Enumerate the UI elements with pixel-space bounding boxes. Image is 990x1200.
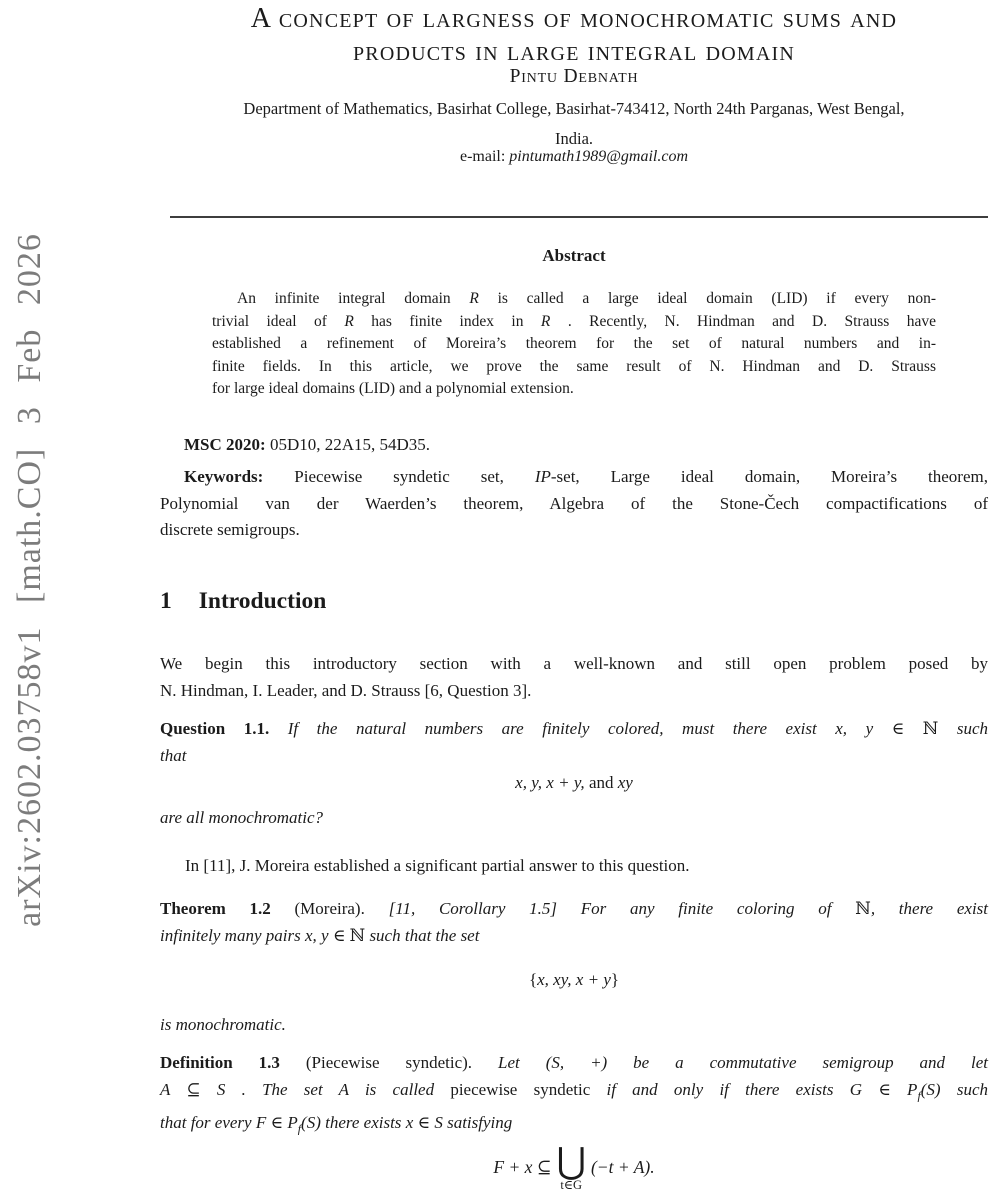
arxiv-watermark: arXiv:2602.03758v1 [math.CO] 3 Feb 2026 — [11, 233, 48, 927]
text-line: is monochromatic. — [160, 1015, 286, 1034]
question-1-1-footer — [160, 804, 988, 831]
intro-paragraph — [160, 650, 988, 704]
text-line: Question 1.1. If the natural numbers are finitely colored, must there exist x, y ∈ ℕ such — [160, 719, 989, 738]
text-line: Definition 1.3 (Piecewise syndetic). Let (S, +) be a commutative semigroup and let — [160, 1053, 989, 1072]
separator-rule — [170, 216, 988, 218]
keywords — [160, 464, 988, 544]
abstract-body — [212, 288, 936, 401]
text-line: Theorem 1.2 (Moreira). [11, Corollary 1.5] For any finite coloring of ℕ, there exist — [160, 899, 988, 918]
abstract-heading: Abstract — [542, 246, 606, 265]
affiliation — [160, 94, 988, 154]
text-line: N. Hindman, I. Leader, and D. Strauss [6, Question 3]. — [160, 681, 532, 700]
text-line: discrete semigroups. — [160, 520, 300, 539]
email-address: pintumath1989@gmail.com — [509, 148, 689, 165]
equation-set — [160, 966, 988, 993]
text-line: that — [160, 746, 187, 765]
section-heading-introduction — [160, 588, 988, 615]
author-name: Pintu Debnath — [509, 66, 639, 87]
text-line: A ⊆ S . The set A is called piecewise syndetic if and only if there exists G ∈ $P_f(S)$ such — [160, 1080, 988, 1103]
union-icon: ⋃ — [556, 1141, 586, 1181]
text-line: x, y, x + y, and xy — [515, 773, 633, 792]
text-line: infinitely many pairs x, y ∈ ℕ such that the set — [160, 926, 480, 945]
affiliation-line-1: Department of Mathematics, Basirhat College, Basirhat-743412, North 24th Parganas, West Bengal, — [243, 99, 905, 118]
union-subscript: t∈G — [560, 1178, 583, 1192]
text-line: Keywords: Piecewise syndetic set, IP-set, Large ideal domain, Moreira’s theorem, — [184, 467, 988, 486]
text-line: In [11], J. Moreira established a significant partial answer to this question. — [185, 856, 690, 875]
affiliation-line-2: India. — [554, 129, 594, 148]
section-number: 1 — [160, 588, 172, 614]
email-label: e-mail: — [459, 148, 506, 165]
text-line: established a refinement of Moreira’s theorem for the set of natural numbers and in- — [212, 335, 936, 353]
text-line: for large ideal domains (LID) and a polynomial extension. — [212, 380, 574, 398]
theorem-1-2-footer — [160, 1011, 988, 1038]
text-line: {x, xy, x + y} — [528, 970, 620, 989]
msc-line — [160, 431, 988, 458]
theorem-1-2 — [160, 895, 988, 949]
paper-title — [160, 2, 988, 68]
equation-sums-products — [160, 769, 988, 796]
big-union-symbol — [556, 1142, 586, 1192]
text-line: finite fields. In this article, we prove the same result of N. Hindman and D. Strauss — [212, 357, 936, 375]
equation-left: F + x ⊆ — [493, 1156, 552, 1177]
equation-right: (−t + A). — [590, 1156, 655, 1177]
title-line-2: products in large integral domain — [352, 36, 796, 67]
text-line: are all monochromatic? — [160, 808, 324, 827]
text-line: We begin this introductory section with a well-known and still open problem posed by — [160, 654, 988, 673]
definition-1-3 — [160, 1049, 988, 1143]
title-line-1: A concept of largness of monochromatic sums and — [250, 3, 898, 34]
question-1-1 — [160, 715, 988, 769]
equation-union — [160, 1142, 988, 1192]
text-line: Polynomial van der Waerden’s theorem, Algebra of the Stone-Čech compactifications of — [160, 493, 988, 513]
email-line — [160, 148, 988, 166]
text-line: MSC 2020: 05D10, 22A15, 54D35. — [184, 435, 431, 454]
text-line: An infinite integral domain R is called a large ideal domain (LID) if every non- — [237, 290, 936, 307]
text-line: that for every F ∈ $P_f(S)$ there exists x ∈ S satisfying — [160, 1113, 513, 1136]
moreira-paragraph — [160, 852, 988, 879]
section-title: Introduction — [198, 588, 327, 614]
text-line: trivial ideal of R has finite index in R . Recently, N. Hindman and D. Strauss have — [212, 312, 936, 330]
